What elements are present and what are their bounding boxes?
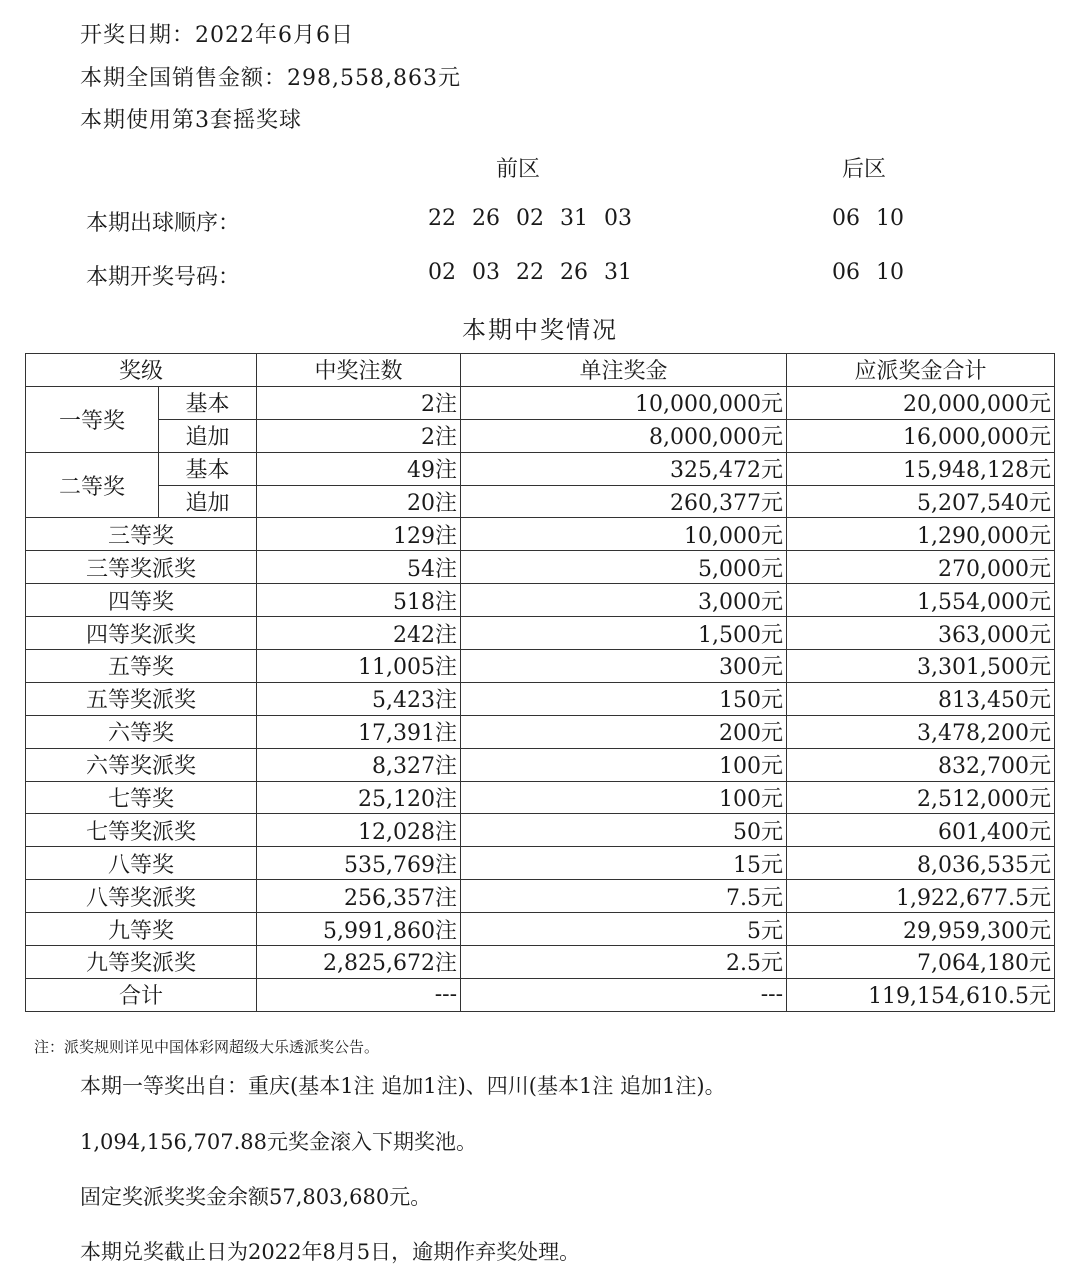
total-prize: 1,922,677.5元: [787, 880, 1055, 913]
prize-level: 三等奖派奖: [26, 551, 257, 584]
total-prize: 363,000元: [787, 617, 1055, 650]
winner-count: 129注: [257, 518, 461, 551]
single-prize: 10,000元: [461, 518, 787, 551]
winning-front-numbers: [428, 260, 648, 285]
order-back-numbers: [832, 206, 920, 231]
single-prize: 200元: [461, 715, 787, 748]
front-zone-label: 前区: [496, 157, 541, 182]
table-row: [26, 946, 1055, 979]
winner-count: 49注: [257, 452, 461, 485]
single-prize: 8,000,000元: [461, 419, 787, 452]
table-row: [26, 419, 1055, 452]
single-prize: 1,500元: [461, 617, 787, 650]
total-prize: 29,959,300元: [787, 913, 1055, 946]
winner-count: 2注: [257, 419, 461, 452]
ball-number: 03: [472, 260, 500, 285]
single-prize: 10,000,000元: [461, 386, 787, 419]
prize-level: 二等奖: [26, 452, 159, 518]
ball-set: 本期使用第3套摇奖球: [80, 108, 302, 133]
winner-count: 5,991,860注: [257, 913, 461, 946]
order-front-numbers: [428, 206, 648, 231]
ball-number: 03: [604, 206, 632, 231]
ball-number: 02: [428, 260, 456, 285]
winner-count: 11,005注: [257, 650, 461, 683]
single-prize: 300元: [461, 650, 787, 683]
prize-level: 九等奖派奖: [26, 946, 257, 979]
winner-count: 25,120注: [257, 781, 461, 814]
prize-level: 五等奖: [26, 650, 257, 683]
summary-row: [26, 978, 1055, 1011]
deadline-text: 本期兑奖截止日为2022年8月5日，逾期作弃奖处理。: [80, 1240, 581, 1264]
total-prize: 8,036,535元: [787, 847, 1055, 880]
winner-count: 5,423注: [257, 682, 461, 715]
total-prize: 601,400元: [787, 814, 1055, 847]
prize-level: 四等奖: [26, 584, 257, 617]
first-prize-origin: 本期一等奖出自：重庆(基本1注 追加1注)、四川(基本1注 追加1注)。: [80, 1074, 726, 1098]
prize-level: 六等奖: [26, 715, 257, 748]
total-prize: 270,000元: [787, 551, 1055, 584]
table-row: [26, 913, 1055, 946]
table-row: [26, 880, 1055, 913]
ball-number: 31: [560, 206, 588, 231]
ball-number: 22: [516, 260, 544, 285]
winner-count: 54注: [257, 551, 461, 584]
single-prize: 15元: [461, 847, 787, 880]
single-prize: 5,000元: [461, 551, 787, 584]
ball-number: 26: [472, 206, 500, 231]
prize-level: 七等奖派奖: [26, 814, 257, 847]
ball-number: 10: [876, 206, 904, 231]
ball-number: 26: [560, 260, 588, 285]
prize-level: 五等奖派奖: [26, 682, 257, 715]
single-prize: 3,000元: [461, 584, 787, 617]
single-prize: 150元: [461, 682, 787, 715]
prize-level: 七等奖: [26, 781, 257, 814]
table-row: [26, 682, 1055, 715]
ball-number: 31: [604, 260, 632, 285]
total-prize: 1,554,000元: [787, 584, 1055, 617]
single-prize: 100元: [461, 781, 787, 814]
header-total: 应派奖金合计: [787, 354, 1055, 387]
table-row: [26, 617, 1055, 650]
winning-label: 本期开奖号码：: [86, 265, 241, 290]
ball-number: 22: [428, 206, 456, 231]
summary-single: ---: [461, 978, 787, 1011]
winner-count: 8,327注: [257, 748, 461, 781]
total-prize: 16,000,000元: [787, 419, 1055, 452]
footnote: 注：派奖规则详见中国体彩网超级大乐透派奖公告。: [34, 1038, 380, 1056]
summary-count: ---: [257, 978, 461, 1011]
table-row: [26, 781, 1055, 814]
single-prize: 100元: [461, 748, 787, 781]
header-single: 单注奖金: [461, 354, 787, 387]
prize-level: 八等奖: [26, 847, 257, 880]
table-row: [26, 650, 1055, 683]
ball-number: 06: [832, 206, 860, 231]
table-row: [26, 748, 1055, 781]
table-row: [26, 518, 1055, 551]
ball-number: 02: [516, 206, 544, 231]
ball-number: 06: [832, 260, 860, 285]
table-row: [26, 814, 1055, 847]
back-zone-label: 后区: [842, 157, 887, 182]
summary-label: 合计: [26, 978, 257, 1011]
total-prize: 15,948,128元: [787, 452, 1055, 485]
order-label: 本期出球顺序：: [86, 211, 241, 236]
prize-level: 三等奖: [26, 518, 257, 551]
total-prize: 832,700元: [787, 748, 1055, 781]
total-prize: 1,290,000元: [787, 518, 1055, 551]
table-header-row: [26, 354, 1055, 387]
total-prize: 3,478,200元: [787, 715, 1055, 748]
total-prize: 7,064,180元: [787, 946, 1055, 979]
total-prize: 813,450元: [787, 682, 1055, 715]
prize-sub-level: 基本: [159, 386, 257, 419]
table-row: [26, 715, 1055, 748]
fixed-pool-text: 固定奖派奖奖金余额57,803,680元。: [80, 1185, 432, 1209]
prize-level: 六等奖派奖: [26, 748, 257, 781]
single-prize: 5元: [461, 913, 787, 946]
winner-count: 17,391注: [257, 715, 461, 748]
total-prize: 3,301,500元: [787, 650, 1055, 683]
draw-date: 开奖日期：2022年6月6日: [80, 23, 354, 48]
prize-level: 九等奖: [26, 913, 257, 946]
table-title: 本期中奖情况: [462, 316, 618, 344]
total-prize: 2,512,000元: [787, 781, 1055, 814]
total-prize: 20,000,000元: [787, 386, 1055, 419]
prize-level: 八等奖派奖: [26, 880, 257, 913]
winner-count: 242注: [257, 617, 461, 650]
header-count: 中奖注数: [257, 354, 461, 387]
prize-level: 一等奖: [26, 386, 159, 452]
single-prize: 2.5元: [461, 946, 787, 979]
prize-sub-level: 追加: [159, 485, 257, 518]
single-prize: 50元: [461, 814, 787, 847]
table-row: [26, 485, 1055, 518]
prize-table: [25, 353, 1055, 1012]
table-row: [26, 452, 1055, 485]
summary-total: 119,154,610.5元: [787, 978, 1055, 1011]
winner-count: 20注: [257, 485, 461, 518]
total-prize: 5,207,540元: [787, 485, 1055, 518]
sales-amount: 本期全国销售金额：298,558,863元: [80, 66, 461, 91]
winner-count: 256,357注: [257, 880, 461, 913]
ball-number: 10: [876, 260, 904, 285]
winning-back-numbers: [832, 260, 920, 285]
winner-count: 535,769注: [257, 847, 461, 880]
header-level: 奖级: [26, 354, 257, 387]
table-row: [26, 386, 1055, 419]
table-row: [26, 847, 1055, 880]
single-prize: 325,472元: [461, 452, 787, 485]
winner-count: 518注: [257, 584, 461, 617]
prize-sub-level: 追加: [159, 419, 257, 452]
rollover-text: 1,094,156,707.88元奖金滚入下期奖池。: [80, 1130, 478, 1154]
prize-level: 四等奖派奖: [26, 617, 257, 650]
single-prize: 7.5元: [461, 880, 787, 913]
prize-sub-level: 基本: [159, 452, 257, 485]
winner-count: 2,825,672注: [257, 946, 461, 979]
table-row: [26, 584, 1055, 617]
table-row: [26, 551, 1055, 584]
winner-count: 2注: [257, 386, 461, 419]
single-prize: 260,377元: [461, 485, 787, 518]
winner-count: 12,028注: [257, 814, 461, 847]
